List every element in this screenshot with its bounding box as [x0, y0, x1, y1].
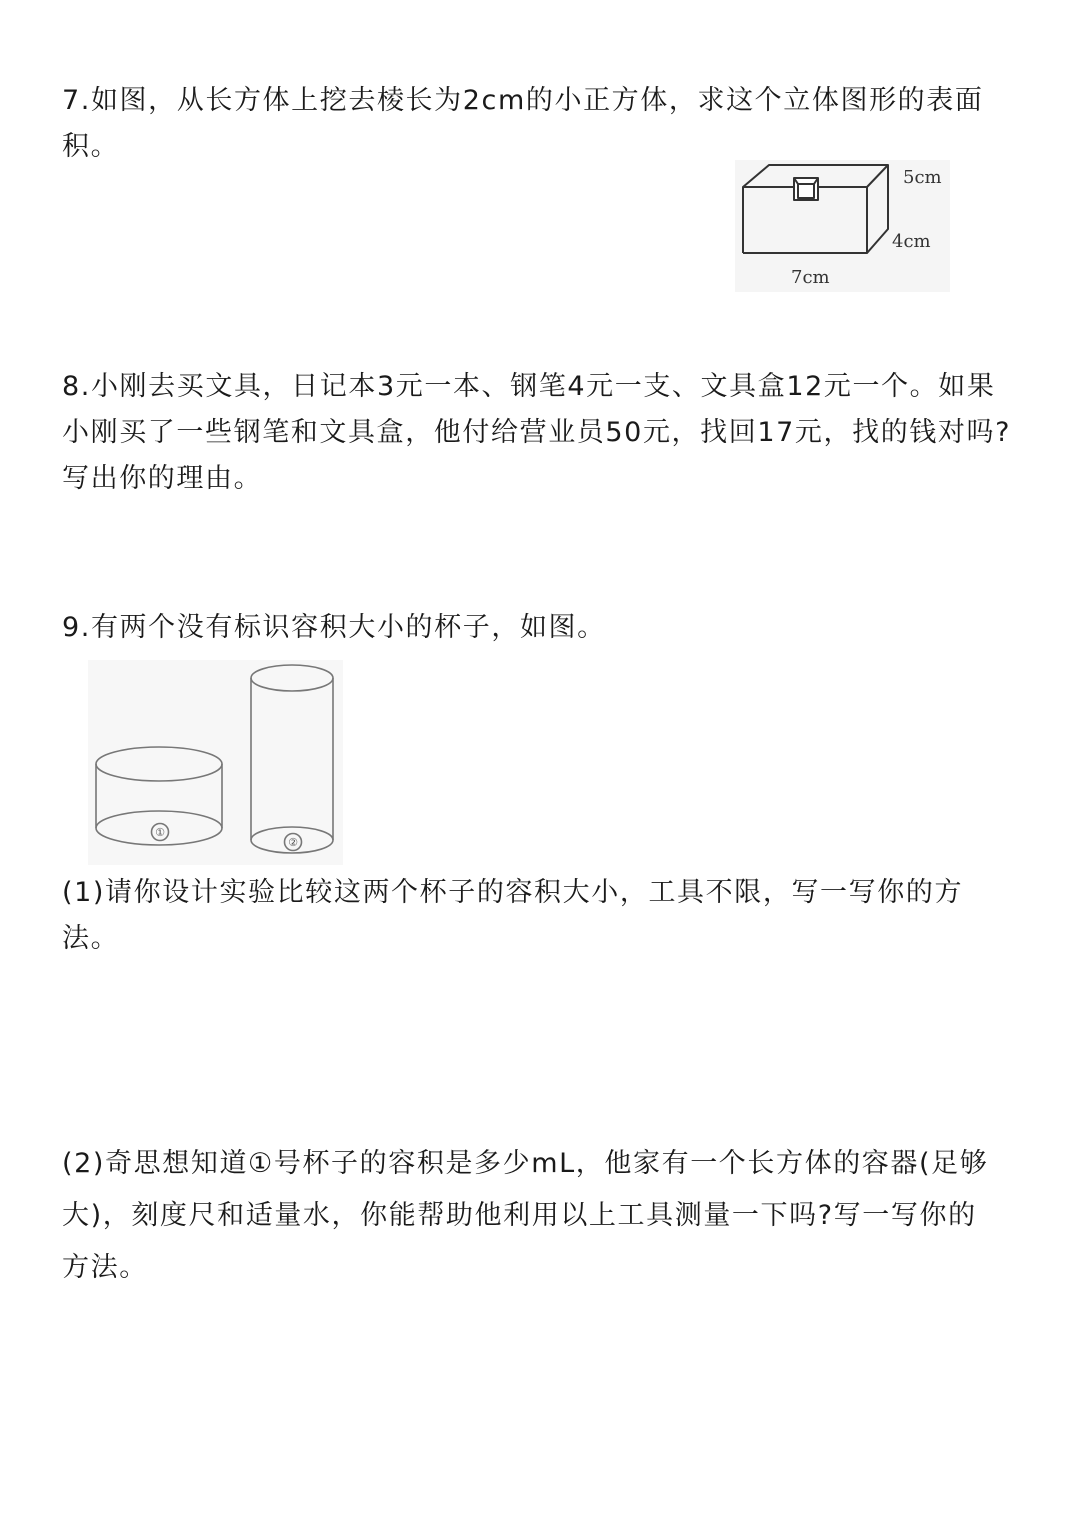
question-8-line: 8.小刚去买文具，日记本3元一本、钢笔4元一支、文具盒12元一个。如果 — [62, 371, 996, 402]
question-8-line: 写出你的理由。 — [62, 463, 263, 494]
height-label: 5cm — [903, 167, 942, 188]
part-2-line: (2)奇思想知道①号杯子的容积是多少mL，他家有一个长方体的容器(足够 — [62, 1148, 989, 1179]
question-8-text — [62, 364, 1022, 502]
question-7-line: 7.如图，从长方体上挖去棱长为2cm的小正方体，求这个立体图形的表面 — [62, 85, 984, 116]
question-9-part-2 — [62, 1138, 1022, 1298]
part-1-line: 法。 — [62, 923, 120, 954]
part-2-line: 方法。 — [62, 1252, 148, 1283]
question-7-text — [62, 78, 1022, 170]
length-label: 7cm — [791, 267, 830, 288]
question-8-line: 小刚买了一些钢笔和文具盒，他付给营业员50元，找回17元，找的钱对吗? — [62, 417, 1012, 448]
question-9-part-1 — [62, 870, 1022, 962]
question-7-line: 积。 — [62, 131, 120, 162]
question-9-text — [62, 605, 1022, 651]
cups-figure — [88, 660, 343, 865]
cuboid-figure — [735, 160, 950, 292]
cup-1-label: ① — [155, 826, 165, 839]
question-9-line: 9.有两个没有标识容积大小的杯子，如图。 — [62, 612, 606, 643]
part-1-line: (1)请你设计实验比较这两个杯子的容积大小，工具不限，写一写你的方 — [62, 877, 964, 908]
cup-2-label: ② — [288, 836, 298, 849]
depth-label: 4cm — [892, 231, 931, 252]
part-2-line: 大)，刻度尺和适量水，你能帮助他利用以上工具测量一下吗?写一写你的 — [62, 1200, 977, 1231]
